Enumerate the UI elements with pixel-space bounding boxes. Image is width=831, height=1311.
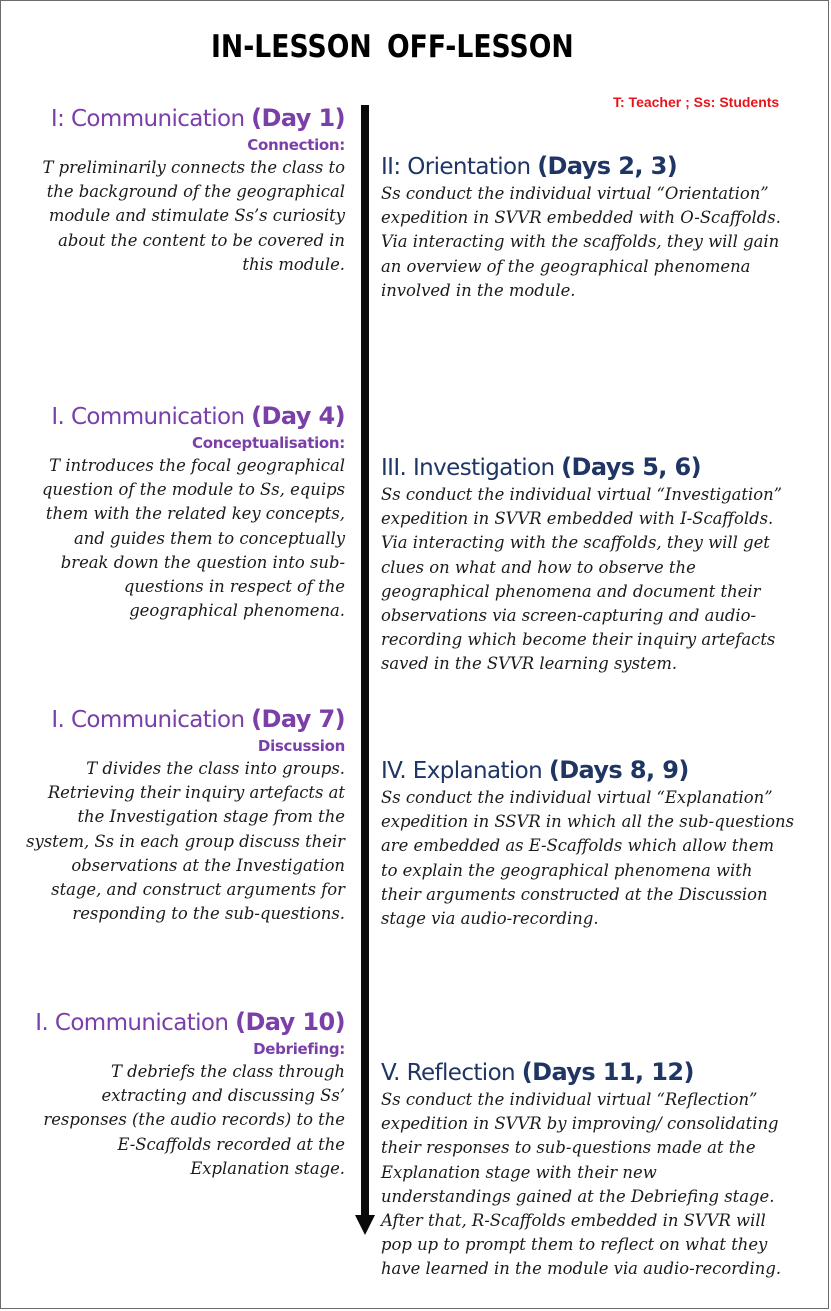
description-line: their arguments constructed at the Discussion [381, 884, 768, 904]
timeline-arrow-head [355, 1215, 375, 1235]
stage-description [15, 757, 345, 926]
stage-description [15, 1060, 345, 1181]
stage-name: V. Reflection [381, 1060, 522, 1086]
description-line: expedition in SSVR in which all the sub-questions [381, 812, 795, 832]
description-line: T introduces the focal geographical [49, 456, 345, 475]
stage-day: (Day 7) [251, 705, 345, 733]
description-line: this module. [242, 254, 345, 274]
description-line: Via interacting with the scaffolds, they will gain [381, 232, 780, 252]
stage-days: (Days 2, 3) [537, 152, 678, 180]
description-line: Ss conduct the individual virtual “Orientation” [381, 184, 769, 203]
stage-description [15, 156, 345, 277]
stage-subtitle: Discussion [257, 737, 345, 755]
description-line: responses (the audio records) to the [43, 1110, 345, 1130]
description-line: and guides them to conceptually [73, 528, 345, 548]
stage-name: I: Communication [50, 106, 252, 132]
in-lesson-block-day-4 [15, 401, 345, 623]
description-line: T preliminarily connects the class to [42, 158, 345, 177]
description-line: clues on what and how to observe the [381, 557, 696, 577]
off-lesson-block-reflection [381, 1057, 823, 1282]
stage-name: I. Communication [51, 404, 252, 430]
stage-days: (Days 11, 12) [521, 1058, 694, 1086]
description-line: break down the question into sub- [60, 552, 345, 572]
description-line: After that, R-Scaffolds embedded in SVVR will [381, 1211, 766, 1231]
description-line: Retrieving their inquiry artefacts at [47, 783, 345, 803]
stage-title [381, 755, 823, 786]
stage-name: I. Communication [51, 707, 252, 733]
description-line: question of the module to Ss, equips [41, 480, 345, 500]
description-line: Via interacting with the scaffolds, they will get [381, 533, 770, 553]
description-line: stage, and construct arguments for [51, 880, 345, 900]
description-line: expedition in SVVR by improving/ consolidating [381, 1114, 779, 1134]
stage-day: (Day 1) [251, 104, 345, 132]
stage-description [15, 454, 345, 623]
description-line: Ss conduct the individual virtual “Reflection” [381, 1090, 758, 1109]
off-lesson-block-orientation [381, 151, 823, 303]
description-line: stage via audio-recording. [381, 909, 599, 929]
stage-subtitle: Conceptualisation: [192, 434, 345, 452]
description-line: module and stimulate Ss’s curiosity [48, 206, 345, 226]
stage-description [381, 182, 823, 303]
in-lesson-header: IN-LESSON [211, 29, 372, 65]
description-line: recording which become their inquiry artefacts [381, 630, 776, 650]
legend-note: T: Teacher ; Ss: Students [613, 94, 780, 110]
description-line: about the content to be covered in [58, 230, 345, 250]
description-line: extracting and discussing Ss’ [101, 1086, 345, 1106]
description-line: them with the related key concepts, [45, 504, 345, 524]
stage-name: II: Orientation [381, 154, 538, 180]
description-line: Ss conduct the individual virtual “Investigation” [381, 485, 783, 504]
stage-description [381, 483, 823, 677]
off-lesson-block-explanation [381, 755, 823, 931]
stage-title [381, 452, 823, 483]
description-line: geographical phenomena. [129, 601, 345, 621]
stage-day: (Day 10) [235, 1008, 345, 1036]
stage-title [15, 103, 345, 134]
stage-name: III. Investigation [381, 455, 562, 481]
description-line: E-Scaffolds recorded at the [117, 1134, 345, 1154]
description-line: Explanation stage with their new [381, 1162, 657, 1182]
stage-subtitle: Debriefing: [253, 1040, 345, 1058]
description-line: are embedded as E-Scaffolds which allow them [381, 836, 775, 856]
description-line: observations via screen-capturing and audio- [381, 606, 757, 626]
description-line: responding to the sub-questions. [72, 904, 345, 924]
stage-title [15, 1007, 345, 1038]
in-lesson-block-day-1 [15, 103, 345, 277]
in-lesson-block-day-10 [15, 1007, 345, 1181]
stage-title [381, 1057, 823, 1088]
description-line: involved in the module. [381, 280, 576, 300]
off-lesson-header: OFF-LESSON [387, 29, 574, 65]
description-line: the Investigation stage from the [77, 807, 345, 827]
description-line: their responses to sub-questions made at the [381, 1138, 756, 1158]
stage-name: IV. Explanation [381, 758, 549, 784]
stage-day: (Day 4) [251, 402, 345, 430]
description-line: Ss conduct the individual virtual “Explanation” [381, 788, 773, 807]
description-line: T debriefs the class through [110, 1062, 345, 1081]
description-line: have learned in the module via audio-recording. [381, 1259, 782, 1279]
description-line: pop up to prompt them to reflect on what they [381, 1235, 768, 1255]
description-line: T divides the class into groups. [86, 759, 345, 778]
description-line: Explanation stage. [190, 1158, 345, 1178]
description-line: understandings gained at the Debriefing stage. [381, 1186, 775, 1206]
stage-description [381, 1088, 823, 1282]
off-lesson-block-investigation [381, 452, 823, 677]
description-line: expedition in SVVR embedded with I-Scaffolds. [381, 509, 774, 529]
description-line: expedition in SVVR embedded with O-Scaffolds. [381, 208, 781, 228]
stage-days: (Days 5, 6) [561, 453, 702, 481]
description-line: the background of the geographical [46, 182, 345, 202]
description-line: geographical phenomena and document their [381, 581, 761, 601]
description-line: system, Ss in each group discuss their [26, 831, 345, 851]
description-line: an overview of the geographical phenomena [381, 256, 751, 276]
stage-title [15, 704, 345, 735]
timeline-arrow-shaft [361, 105, 369, 1225]
stage-title [381, 151, 823, 182]
stage-days: (Days 8, 9) [548, 756, 689, 784]
description-line: to explain the geographical phenomena with [381, 860, 753, 880]
in-lesson-block-day-7 [15, 704, 345, 926]
stage-title [15, 401, 345, 432]
stage-subtitle: Connection: [247, 136, 345, 154]
stage-name: I. Communication [35, 1010, 236, 1036]
description-line: observations at the Investigation [71, 855, 345, 875]
description-line: saved in the SVVR learning system. [381, 654, 678, 674]
description-line: questions in respect of the [123, 577, 345, 597]
stage-description [381, 786, 823, 931]
